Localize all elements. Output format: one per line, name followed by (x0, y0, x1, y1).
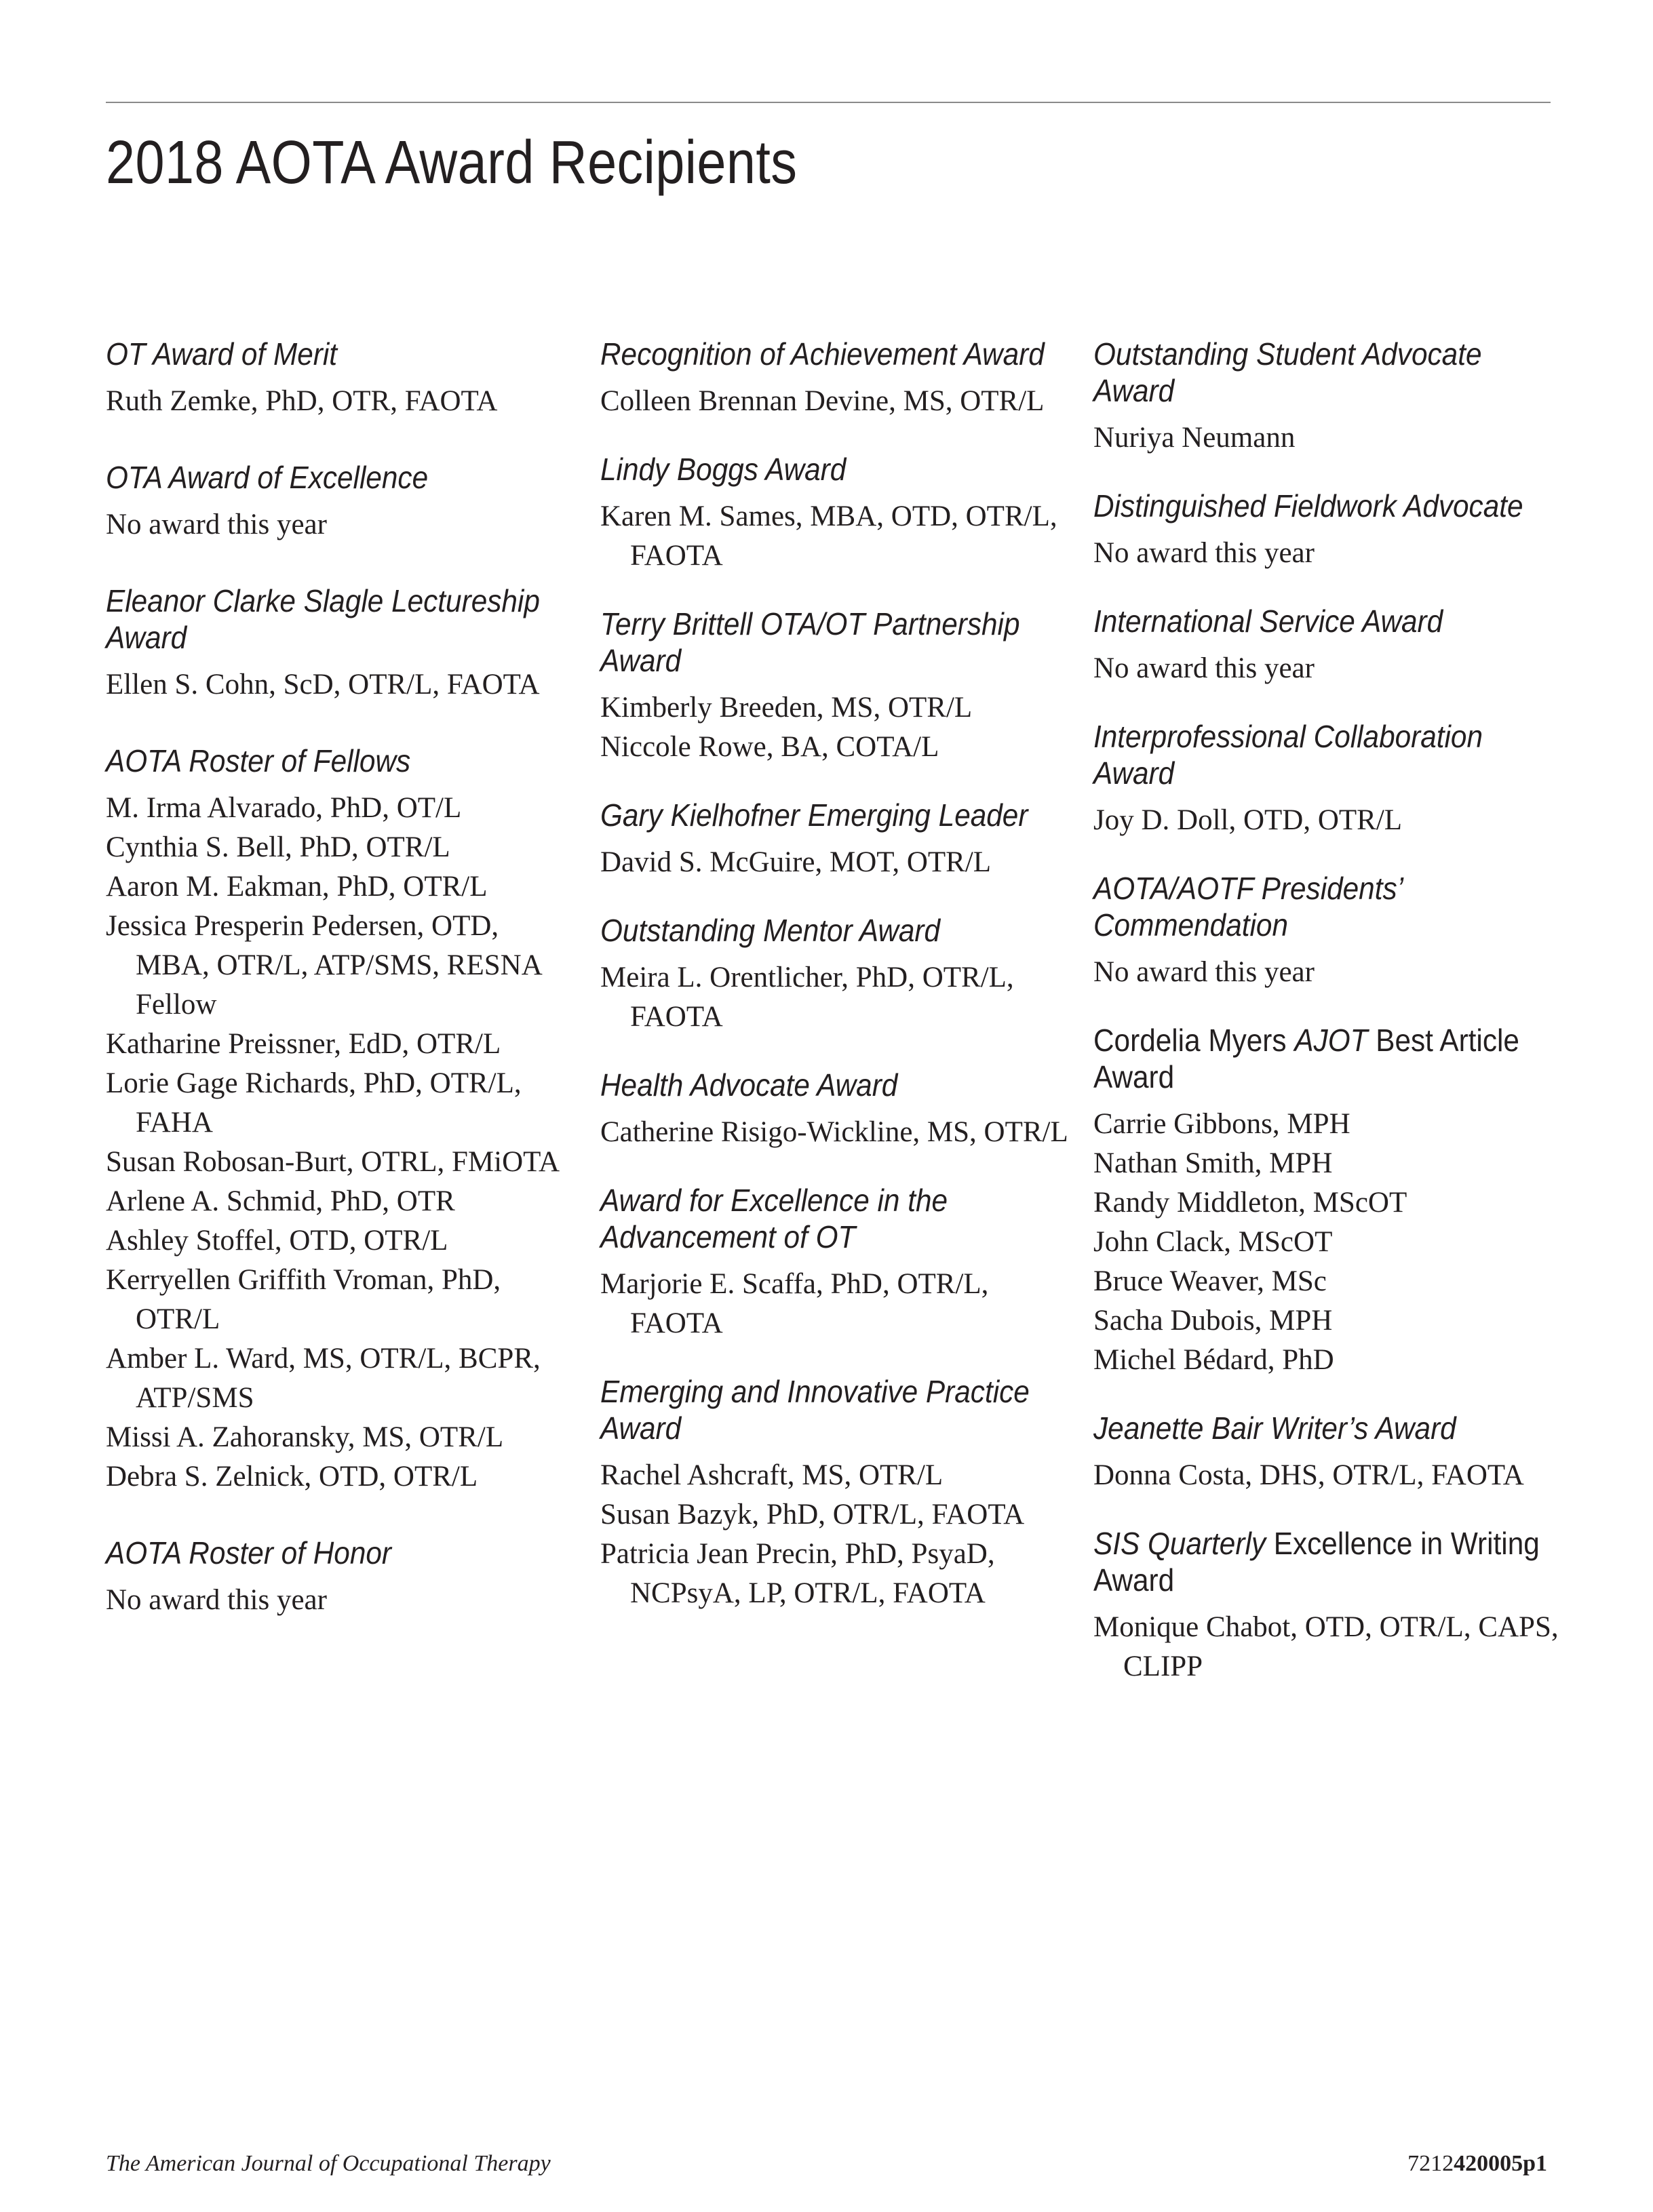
award-recipient: Catherine Risigo-Wickline, MS, OTR/L (600, 1116, 1068, 1148)
award-section (600, 1373, 1075, 1613)
award-section (600, 912, 1075, 1037)
award-section (1093, 336, 1561, 458)
award-recipient: Marjorie E. Scaffa, PhD, OTR/L, FAOTA (600, 1268, 989, 1339)
award-section (600, 336, 1075, 421)
column-1 (106, 336, 574, 1658)
award-recipient: Sacha Dubois, MPH (1093, 1305, 1333, 1337)
award-heading-part: Best Article Award (1093, 1023, 1519, 1094)
award-heading: AOTA Roster of Fellows (106, 743, 411, 778)
award-heading: OT Award of Merit (106, 336, 338, 372)
award-recipient: Jessica Presperin Pedersen, OTD, MBA, OTR/L, ATP/SMS, RESNA Fellow (106, 910, 541, 1021)
award-section (600, 1067, 1075, 1152)
award-section (1093, 870, 1561, 992)
award-heading: International Service Award (1093, 604, 1443, 639)
award-recipient: Donna Costa, DHS, OTR/L, FAOTA (1093, 1459, 1524, 1491)
award-section (1093, 1525, 1561, 1686)
award-section (600, 1182, 1075, 1343)
award-recipient: No award this year (106, 1584, 327, 1616)
award-section (1093, 603, 1561, 688)
award-section (1093, 1410, 1561, 1495)
award-section (106, 1535, 574, 1620)
top-rule (106, 102, 1551, 103)
award-section (106, 336, 574, 421)
award-section (600, 606, 1075, 767)
award-recipient: Susan Robosan-Burt, OTRL, FMiOTA (106, 1146, 560, 1178)
award-recipient: Nuriya Neumann (1093, 422, 1296, 454)
award-recipient: John Clack, MScOT (1093, 1226, 1333, 1258)
page-id-bold: 420005p1 (1454, 2151, 1547, 2176)
page-id-prefix: 7212 (1407, 2151, 1454, 2176)
page-title: 2018 AOTA Award Recipients (106, 129, 798, 197)
award-recipient: Michel Bédard, PhD (1093, 1344, 1334, 1376)
award-recipient: Nathan Smith, MPH (1093, 1147, 1333, 1179)
award-recipient: Colleen Brennan Devine, MS, OTR/L (600, 385, 1045, 417)
award-heading-part: Cordelia Myers (1093, 1023, 1295, 1058)
award-section (106, 743, 574, 1497)
award-recipient: No award this year (1093, 537, 1315, 569)
award-recipient: David S. McGuire, MOT, OTR/L (600, 846, 992, 878)
award-recipient: Arlene A. Schmid, PhD, OTR (106, 1185, 455, 1217)
award-recipient: Ruth Zemke, PhD, OTR, FAOTA (106, 385, 498, 417)
award-heading: Gary Kielhofner Emerging Leader (600, 797, 1028, 833)
award-recipient: Randy Middleton, MScOT (1093, 1187, 1407, 1219)
award-heading: Terry Brittell OTA/OT Partnership Award (600, 606, 1020, 678)
award-heading-part: Excellence in Writing Award (1093, 1526, 1540, 1598)
page-identifier (1407, 2151, 1547, 2177)
award-recipient: Rachel Ashcraft, MS, OTR/L (600, 1459, 944, 1491)
award-heading: Recognition of Achievement Award (600, 336, 1045, 372)
award-recipient: Patricia Jean Precin, PhD, PsyaD, NCPsyA, LP, OTR/L, FAOTA (600, 1538, 995, 1609)
award-heading (1093, 1525, 1559, 1598)
award-recipient: Ashley Stoffel, OTD, OTR/L (106, 1225, 448, 1257)
award-recipient: No award this year (1093, 652, 1315, 684)
award-heading: Distinguished Fieldwork Advocate (1093, 488, 1523, 524)
award-section (1093, 1022, 1561, 1380)
award-section (106, 582, 574, 705)
award-recipient: Meira L. Orentlicher, PhD, OTR/L, FAOTA (600, 962, 1014, 1033)
award-heading: AOTA/AOTF Presidents’ Commendation (1093, 871, 1402, 943)
award-section (1093, 718, 1561, 840)
award-heading: Outstanding Mentor Award (600, 913, 941, 948)
award-recipient: Joy D. Doll, OTD, OTR/L (1093, 804, 1403, 836)
award-recipient: Monique Chabot, OTD, OTR/L, CAPS, CLIPP (1093, 1611, 1559, 1682)
award-recipient: Susan Bazyk, PhD, OTR/L, FAOTA (600, 1499, 1025, 1530)
award-recipient: Kerryellen Griffith Vroman, PhD, OTR/L (106, 1264, 501, 1335)
award-heading: Health Advocate Award (600, 1067, 898, 1103)
column-2 (600, 336, 1075, 1643)
column-3 (1093, 336, 1561, 1716)
award-recipient: M. Irma Alvarado, PhD, OT/L (106, 792, 462, 824)
award-heading: Outstanding Student Advocate Award (1093, 336, 1482, 408)
award-recipient: Debra S. Zelnick, OTD, OTR/L (106, 1461, 478, 1493)
award-heading-part: AJOT (1294, 1023, 1368, 1058)
award-section (106, 459, 574, 545)
award-heading: OTA Award of Excellence (106, 460, 429, 495)
award-section (600, 797, 1075, 882)
award-section (1093, 488, 1561, 573)
award-recipient: Lorie Gage Richards, PhD, OTR/L, FAHA (106, 1067, 522, 1139)
award-recipient: Amber L. Ward, MS, OTR/L, BCPR, ATP/SMS (106, 1343, 541, 1414)
award-recipient: Cynthia S. Bell, PhD, OTR/L (106, 831, 450, 863)
award-recipient: Bruce Weaver, MSc (1093, 1265, 1327, 1297)
award-recipient: Karen M. Sames, MBA, OTD, OTR/L, FAOTA (600, 500, 1057, 572)
award-recipient: Ellen S. Cohn, ScD, OTR/L, FAOTA (106, 669, 540, 700)
award-section (600, 451, 1075, 576)
award-recipient: Missi A. Zahoransky, MS, OTR/L (106, 1421, 504, 1453)
award-recipient: Niccole Rowe, BA, COTA/L (600, 731, 939, 763)
journal-name: The American Journal of Occupational Therapy (106, 2151, 551, 2176)
award-recipient: Kimberly Breeden, MS, OTR/L (600, 692, 973, 724)
award-heading: Interprofessional Collaboration Award (1093, 719, 1483, 791)
award-recipient: Aaron M. Eakman, PhD, OTR/L (106, 871, 488, 903)
award-recipient: No award this year (106, 509, 327, 540)
award-recipient: Katharine Preissner, EdD, OTR/L (106, 1028, 501, 1060)
award-recipient: Carrie Gibbons, MPH (1093, 1108, 1350, 1140)
award-heading-part: SIS Quarterly (1093, 1526, 1266, 1561)
award-heading: Jeanette Bair Writer’s Award (1093, 1410, 1456, 1446)
award-heading: Emerging and Innovative Practice Award (600, 1374, 1030, 1446)
award-heading (1093, 1022, 1559, 1095)
award-heading: Lindy Boggs Award (600, 452, 847, 487)
award-recipient: No award this year (1093, 956, 1315, 988)
award-heading: Award for Excellence in the Advancement of OT (600, 1183, 948, 1255)
award-heading: AOTA Roster of Honor (106, 1535, 392, 1571)
award-heading: Eleanor Clarke Slagle Lectureship Award (106, 583, 540, 655)
